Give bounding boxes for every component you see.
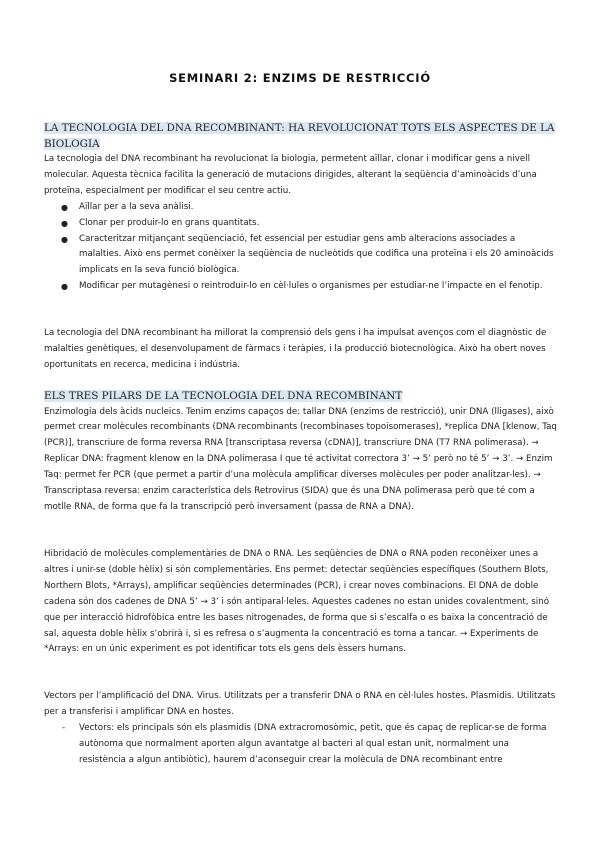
bullet-icon: ●	[61, 282, 68, 292]
dash-list	[44, 721, 558, 769]
list-item: ● Modificar per mutagènesi o reintroduir-lo en cèl·lules o organismes per estudiar-ne l’impacte en el fenotip.	[44, 279, 558, 295]
bullet-icon: ●	[61, 202, 68, 212]
list-item: - Vectors: els principals són els plasmidis (DNA extracromosòmic, petit, que és capaç de replicar-se de forma autònoma que normalment aporten algun avantatge al bacteri al qual estan unit, normalment una resistència a algun antibiòtic), haurem d’aconseguir crear la molècula de DNA recombinant entre	[62, 722, 547, 765]
document-title: SEMINARI 2: ENZIMS DE RESTRICCIÓ	[169, 71, 431, 85]
bullet-icon: ●	[61, 234, 68, 244]
section-closing-paragraph: La tecnologia del DNA recombinant ha millorat la comprensió dels gens i ha impulsat avenços com el diagnòstic de malalties genètiques, el desenvolupament de fàrmacs i teràpies, i la producció biotecnològica. Això ha obert noves oportunitats en recerca, medicina i indústria.	[44, 328, 547, 370]
section-three-pillars	[44, 389, 558, 516]
section-recombinant-dna	[44, 121, 558, 295]
bullet-icon: ●	[61, 218, 68, 228]
vectors-block	[44, 689, 558, 769]
section-heading: LA TECNOLOGIA DEL DNA RECOMBINANT: HA REVOLUCIONAT TOTS ELS ASPECTES DE LA BIOLOGIA	[44, 122, 555, 150]
paragraph-hybridization: Hibridació de molècules complementàries de DNA o RNA. Les seqüències de DNA o RNA poden reconèixer unes a altres i unir-se (doble hèlix) si són complementàries. Ens permet: detectar seqüències específiques (Southern Blots, Northern Blots, *Arrays), amplificar seqüències determinades (PCR), i crear noves combinacions. El DNA de doble cadena són dos cadenes de DNA 5’ → 3’ i són antiparal·leles. Aquestes cadenes no estan unides covalentment, sinó que per interacció hidrofòbica entre les bases nitrogenades, de forma que si s’escalfa o es baixa la concentració de sal, aquesta doble hèlix s’obrirà i, si es refresa o s’augmenta la concentració es torna a tancar. → Experiments de *Arrays: en un únic experiment es pot identificar tots els gens dels èssers humans.	[44, 549, 550, 655]
list-item: ● Clonar per produir-lo en grans quantitats.	[44, 216, 558, 232]
paragraph-enzymology: Enzimologia dels àcids nucleics. Tenim enzims capaços de: tallar DNA (enzims de restricció), unir DNA (lligases), això permet crear molècules recombinants (DNA recombinants (recombinases topoisomerases), *replica DNA [klenow, Taq (PCR)], transcriure de forma reversa RNA [transcriptasa reversa (cDNA)], transcriure DNA (T7 RNA polimerasa). → Replicar DNA: fragment klenow en la DNA polimerasa I que té activitat correctora 3’ → 5’ però no té 5’ → 3’. → Enzim Taq: permet fer PCR (que permet a partir d’una molècula amplificar diverses molècules per poder analitzar-les). → Transcriptasa reversa: enzim característica dels Retrovirus (SIDA) que és una DNA polimerasa però que té com a motlle RNA, de forma que fa la transcripció però inversament (passa de RNA a DNA).	[44, 406, 557, 512]
dash-icon: -	[62, 722, 66, 733]
paragraph-vectors: Vectors per l’amplificació del DNA. Virus. Utilitzats per a transferir DNA o RNA en cèl·lules hostes. Plasmidis. Utilitzats per a transferisi i amplificar DNA en hostes.	[44, 691, 556, 717]
list-item: ● Caracteritzar mitjançant seqüenciació, fet essencial per estudiar gens amb alteracions associades a malalties. Això ens permet conèixer la seqüència de nucleòtids que codifica una proteïna i els 20 aminoàcids implicats en la seva funció biològica.	[61, 233, 554, 276]
list-item: ● Aïllar per a la seva anàlisi.	[44, 200, 558, 216]
section-intro: La tecnologia del DNA recombinant ha revolucionat la biologia, permetent aïllar, clonar i modificar gens a nivell molecular. Aquesta tècnica facilita la generació de mutacions dirigides, alterant la seqüència d’aminoàcids d’una proteïna, especialment per modificar el seu centre actiu.	[44, 154, 537, 196]
section-heading: ELS TRES PILARS DE LA TECNOLOGIA DEL DNA RECOMBINANT	[44, 390, 403, 402]
bullet-list	[44, 200, 558, 295]
